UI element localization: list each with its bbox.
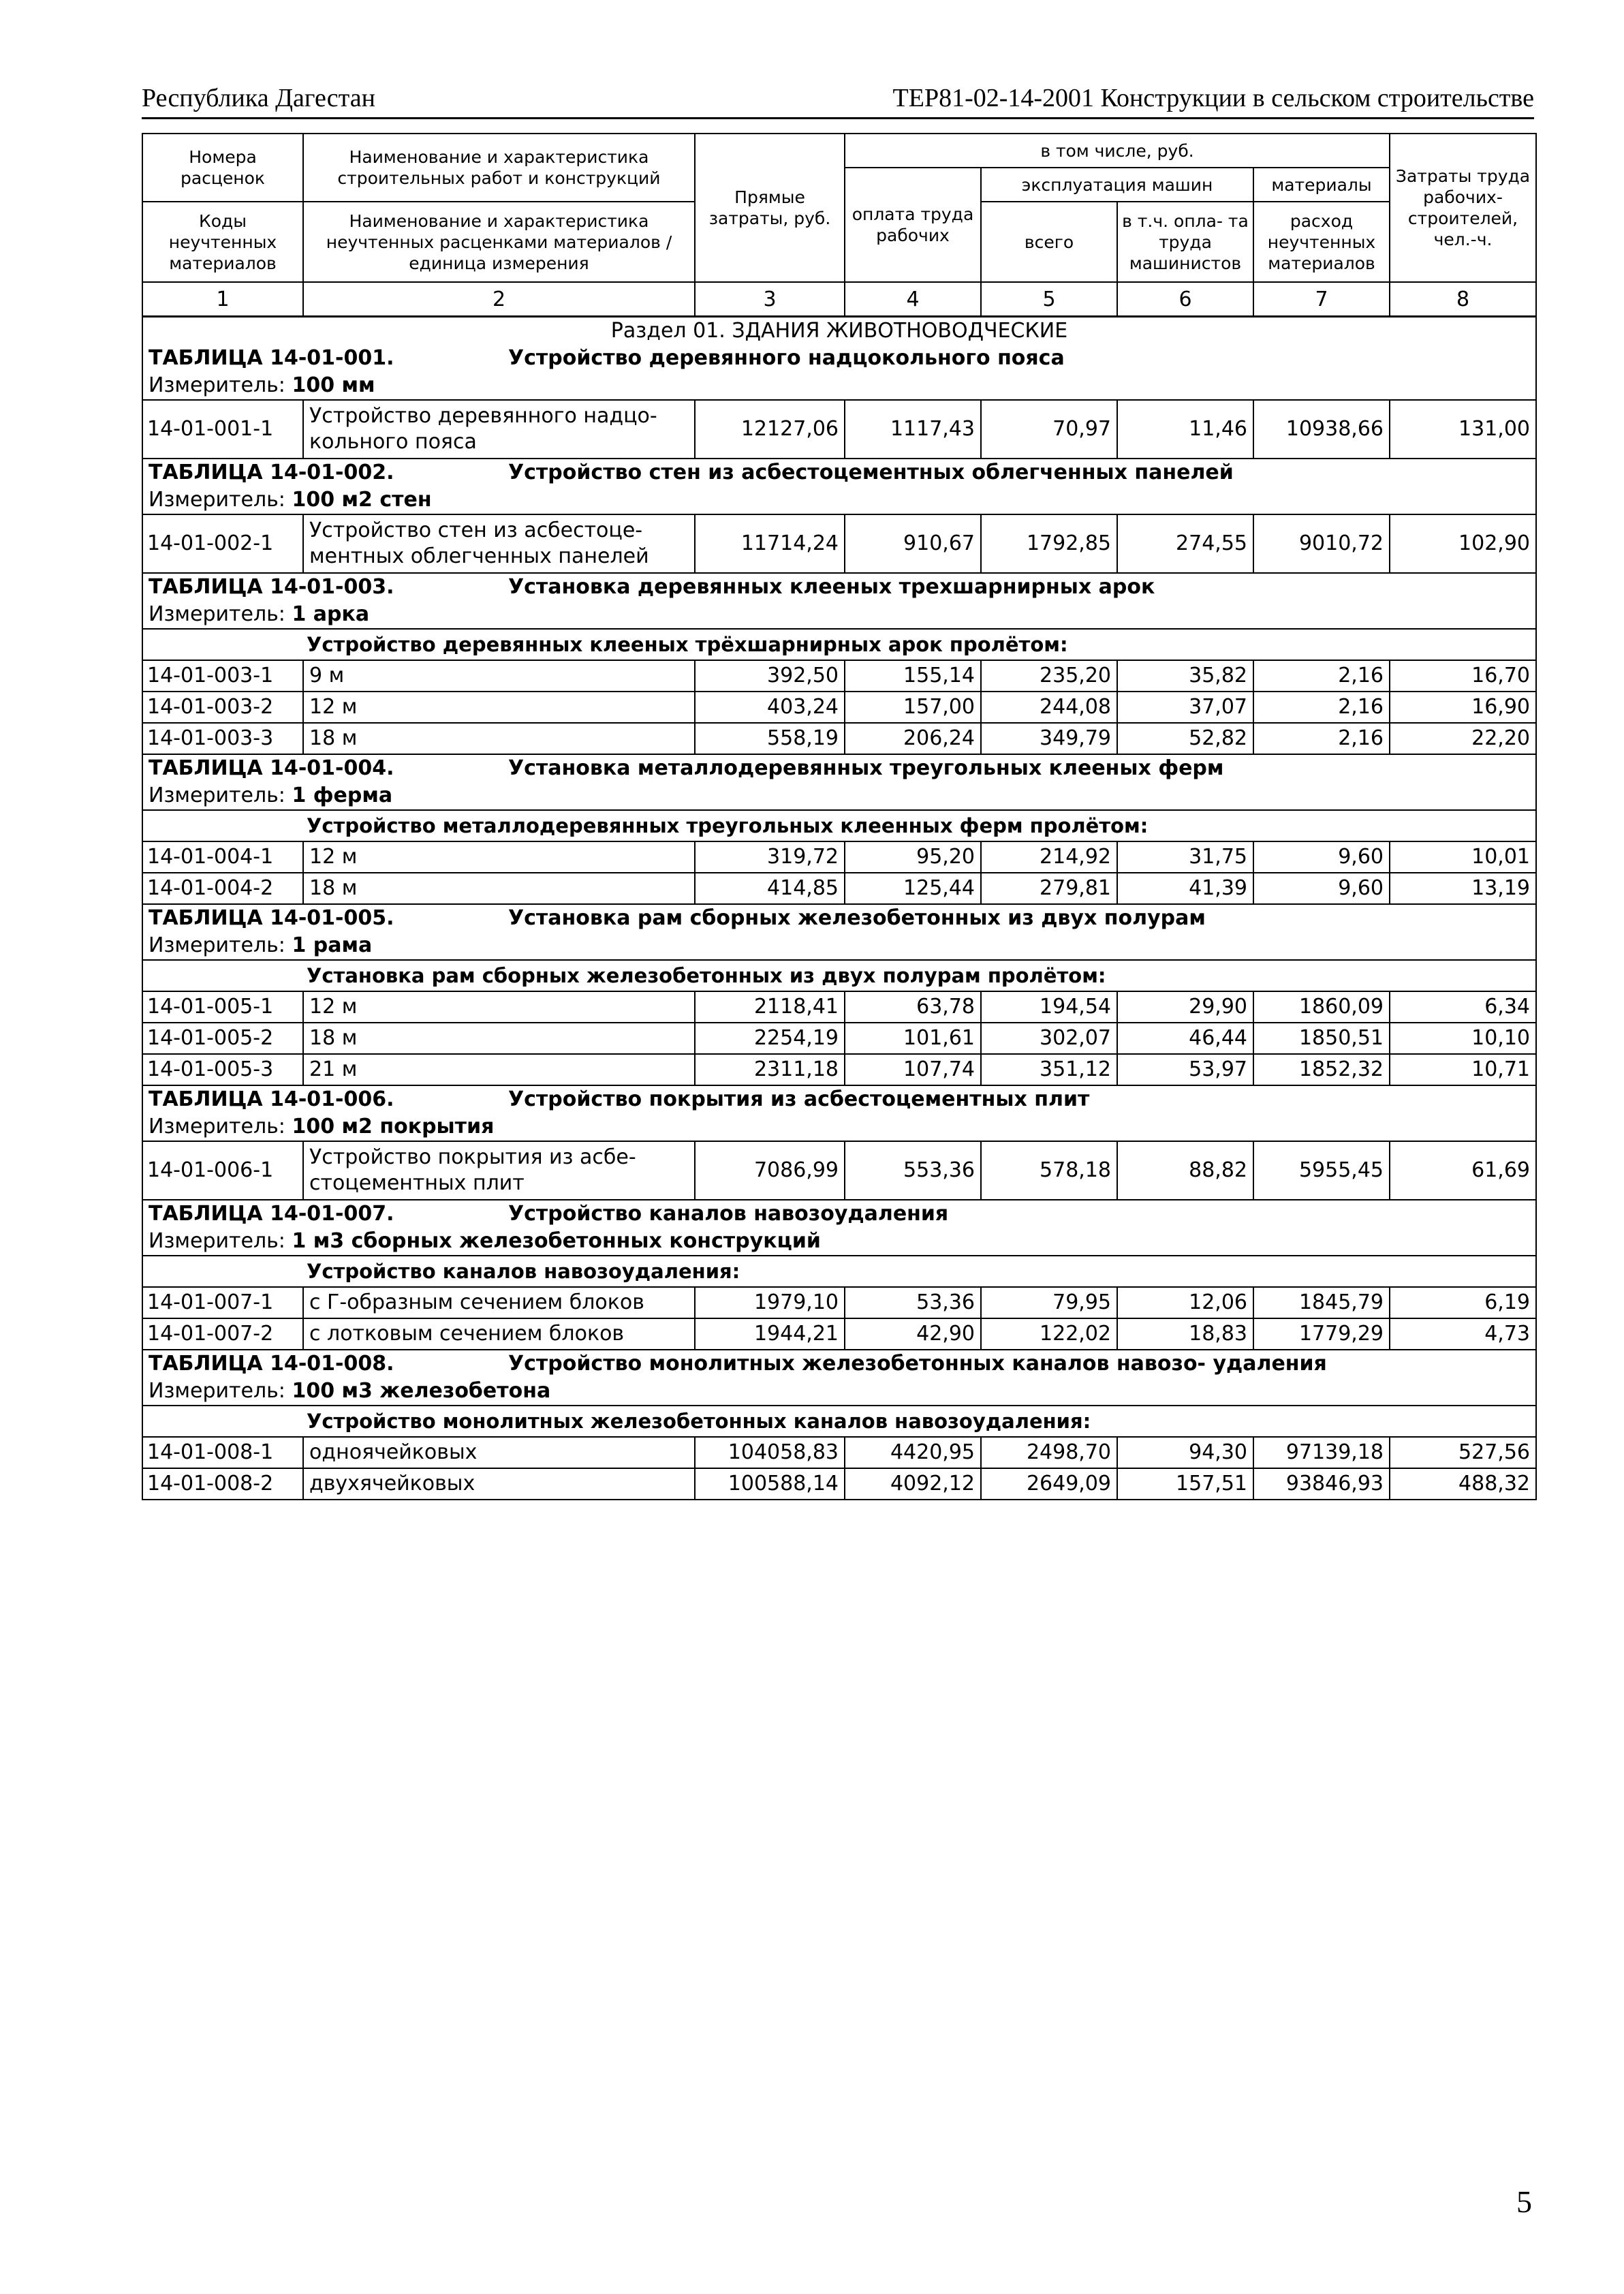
col-materials-usage-header: расход неучтенных материалов [1253, 202, 1390, 282]
running-header [142, 74, 1534, 119]
group-row [142, 960, 1536, 991]
machines-cell: 279,81 [981, 873, 1117, 904]
rate-code-cell: 14-01-003-1 [142, 660, 303, 692]
column-numbers-row [142, 282, 1536, 317]
machines-cell: 2498,70 [981, 1437, 1117, 1468]
column-number: 3 [695, 282, 845, 317]
rate-code-cell: 14-01-001-1 [142, 400, 303, 459]
work-name-cell: 18 м [303, 723, 695, 754]
wages-cell: 4420,95 [845, 1437, 981, 1468]
table-description: Установка рам сборных железобетонных из двух полурам [508, 906, 1206, 930]
group-label: Устройство каналов навозоудаления: [142, 1256, 1536, 1287]
table-title-row [142, 1350, 1536, 1378]
machines-cell: 122,02 [981, 1318, 1117, 1350]
column-number: 5 [981, 282, 1117, 317]
work-name-cell: 21 м [303, 1054, 695, 1085]
direct-costs-cell: 319,72 [695, 841, 845, 873]
labor-cell: 13,19 [1390, 873, 1536, 904]
rate-code-cell: 14-01-007-2 [142, 1318, 303, 1350]
machines-cell: 2649,09 [981, 1468, 1117, 1500]
col-direct-costs-header: Прямые затраты, руб. [695, 134, 845, 282]
direct-costs-cell: 12127,06 [695, 400, 845, 459]
group-label: Установка рам сборных железобетонных из двух полурам пролётом: [142, 960, 1536, 991]
work-name-cell: 18 м [303, 1023, 695, 1054]
table-code: ТАБЛИЦА 14-01-004. [149, 756, 394, 780]
materials-cell: 93846,93 [1253, 1468, 1390, 1500]
table-title [142, 459, 1536, 486]
column-number: 2 [303, 282, 695, 317]
rate-code-cell: 14-01-005-3 [142, 1054, 303, 1085]
machines-cell: 1792,85 [981, 514, 1117, 573]
page-number: 5 [1516, 2184, 1532, 2219]
measure-row [142, 932, 1536, 960]
work-name-cell: Устройство деревянного надцо- кольного пояса [303, 400, 695, 459]
measure-label: Измеритель: [149, 933, 285, 957]
group-row [142, 1406, 1536, 1437]
group-label: Устройство монолитных железобетонных каналов навозоудаления: [142, 1406, 1536, 1437]
machines-cell: 79,95 [981, 1287, 1117, 1318]
machines-cell: 70,97 [981, 400, 1117, 459]
work-name-cell: Устройство стен из асбестоце- ментных облегченных панелей [303, 514, 695, 573]
table-code: ТАБЛИЦА 14-01-001. [149, 346, 394, 370]
table-description: Установка металлодеревянных треугольных клееных ферм [508, 756, 1224, 780]
measure-row [142, 372, 1536, 400]
table-description: Устройство стен из асбестоцементных облегченных панелей [508, 461, 1234, 484]
col-work-name-header: Наименование и характеристика строительных работ и конструкций [303, 134, 695, 202]
table-row [142, 692, 1536, 723]
direct-costs-cell: 104058,83 [695, 1437, 845, 1468]
direct-costs-cell: 11714,24 [695, 514, 845, 573]
work-name-cell: с лотковым сечением блоков [303, 1318, 695, 1350]
rate-code-cell: 14-01-007-1 [142, 1287, 303, 1318]
work-name-cell: одноячейковых [303, 1437, 695, 1468]
wages-cell: 157,00 [845, 692, 981, 723]
wages-cell: 95,20 [845, 841, 981, 873]
measure-value: 100 м3 железобетона [292, 1379, 551, 1403]
labor-cell: 10,71 [1390, 1054, 1536, 1085]
measure [142, 601, 1536, 629]
measure [142, 1113, 1536, 1141]
table-description: Установка деревянных клееных трехшарнирных арок [508, 575, 1155, 599]
measure-row [142, 601, 1536, 629]
table-row [142, 1141, 1536, 1200]
operators-wages-cell: 274,55 [1117, 514, 1253, 573]
rate-code-cell: 14-01-005-1 [142, 991, 303, 1023]
measure-label: Измеритель: [149, 1229, 285, 1253]
machines-cell: 214,92 [981, 841, 1117, 873]
machines-cell: 302,07 [981, 1023, 1117, 1054]
measure-label: Измеритель: [149, 784, 285, 807]
measure-row [142, 782, 1536, 810]
materials-cell: 9010,72 [1253, 514, 1390, 573]
table-row [142, 873, 1536, 904]
materials-cell: 97139,18 [1253, 1437, 1390, 1468]
machines-header: эксплуатация машин [981, 168, 1253, 202]
materials-cell: 10938,66 [1253, 400, 1390, 459]
measure-value: 100 м2 стен [292, 488, 432, 512]
measure [142, 932, 1536, 960]
table-title-row [142, 1200, 1536, 1228]
table-description: Устройство деревянного надцокольного пояса [508, 346, 1065, 370]
table-code: ТАБЛИЦА 14-01-006. [149, 1087, 394, 1111]
measure-label: Измеритель: [149, 488, 285, 512]
labor-cell: 22,20 [1390, 723, 1536, 754]
table-row [142, 1437, 1536, 1468]
measure-value: 100 мм [292, 373, 375, 397]
measure [142, 1378, 1536, 1406]
direct-costs-cell: 100588,14 [695, 1468, 845, 1500]
direct-costs-cell: 558,19 [695, 723, 845, 754]
direct-costs-cell: 2118,41 [695, 991, 845, 1023]
wages-cell: 155,14 [845, 660, 981, 692]
machines-cell: 194,54 [981, 991, 1117, 1023]
header-region: Республика Дагестан [142, 84, 375, 112]
table-body [142, 317, 1536, 1500]
wages-cell: 63,78 [845, 991, 981, 1023]
table-title [142, 573, 1536, 601]
work-name-cell: 12 м [303, 991, 695, 1023]
operators-wages-cell: 94,30 [1117, 1437, 1253, 1468]
table-title-row [142, 1085, 1536, 1113]
table-title-row [142, 904, 1536, 932]
measure-label: Измеритель: [149, 1115, 285, 1138]
machines-cell: 578,18 [981, 1141, 1117, 1200]
table-title [142, 1200, 1536, 1228]
measure-row [142, 486, 1536, 514]
measure [142, 782, 1536, 810]
rate-code-cell: 14-01-005-2 [142, 1023, 303, 1054]
measure-value: 1 арка [292, 602, 370, 626]
table-code: ТАБЛИЦА 14-01-003. [149, 575, 394, 599]
labor-cell: 16,90 [1390, 692, 1536, 723]
measure-value: 1 ферма [292, 784, 393, 807]
column-number: 6 [1117, 282, 1253, 317]
table-row [142, 841, 1536, 873]
operators-wages-cell: 41,39 [1117, 873, 1253, 904]
measure-row [142, 1378, 1536, 1406]
wages-cell: 1117,43 [845, 400, 981, 459]
direct-costs-cell: 2311,18 [695, 1054, 845, 1085]
rate-code-cell: 14-01-004-2 [142, 873, 303, 904]
table-code: ТАБЛИЦА 14-01-008. [149, 1352, 394, 1376]
work-name-cell: двухячейковых [303, 1468, 695, 1500]
measure-row [142, 1228, 1536, 1256]
direct-costs-cell: 414,85 [695, 873, 845, 904]
materials-cell: 1852,32 [1253, 1054, 1390, 1085]
table-title-row [142, 345, 1536, 372]
header-document-title: ТЕР81-02-14-2001 Конструкции в сельском строительстве [892, 84, 1534, 112]
measure [142, 372, 1536, 400]
column-number: 1 [142, 282, 303, 317]
table-row [142, 1287, 1536, 1318]
machines-cell: 235,20 [981, 660, 1117, 692]
col-material-codes-header: Коды неучтенных материалов [142, 202, 303, 282]
rate-code-cell: 14-01-002-1 [142, 514, 303, 573]
wages-cell: 125,44 [845, 873, 981, 904]
wages-cell: 107,74 [845, 1054, 981, 1085]
group-label: Устройство деревянных клееных трёхшарнирных арок пролётом: [142, 629, 1536, 660]
table-row [142, 723, 1536, 754]
measure [142, 1228, 1536, 1256]
direct-costs-cell: 1979,10 [695, 1287, 845, 1318]
col-material-name-header: Наименование и характеристика неучтенных расценками материалов / единица измерения [303, 202, 695, 282]
table-description: Устройство каналов навозоудаления [508, 1202, 949, 1226]
rate-code-cell: 14-01-008-2 [142, 1468, 303, 1500]
labor-cell: 488,32 [1390, 1468, 1536, 1500]
work-name-cell: 12 м [303, 841, 695, 873]
table-row [142, 1023, 1536, 1054]
column-number: 8 [1390, 282, 1536, 317]
group-row [142, 810, 1536, 841]
section-title: Раздел 01. ЗДАНИЯ ЖИВОТНОВОДЧЕСКИЕ [142, 317, 1536, 345]
work-name-cell: 9 м [303, 660, 695, 692]
operators-wages-cell: 88,82 [1117, 1141, 1253, 1200]
rates-table [142, 133, 1537, 1500]
table-title-row [142, 754, 1536, 782]
labor-cell: 527,56 [1390, 1437, 1536, 1468]
rate-code-cell: 14-01-008-1 [142, 1437, 303, 1468]
table-title [142, 1085, 1536, 1113]
table-title [142, 904, 1536, 932]
measure-label: Измеритель: [149, 373, 285, 397]
table-row [142, 660, 1536, 692]
operators-wages-cell: 18,83 [1117, 1318, 1253, 1350]
group-row [142, 629, 1536, 660]
rate-code-cell: 14-01-004-1 [142, 841, 303, 873]
wages-cell: 206,24 [845, 723, 981, 754]
operators-wages-cell: 53,97 [1117, 1054, 1253, 1085]
table-row [142, 991, 1536, 1023]
table-title [142, 754, 1536, 782]
operators-wages-cell: 37,07 [1117, 692, 1253, 723]
operators-wages-cell: 157,51 [1117, 1468, 1253, 1500]
labor-cell: 16,70 [1390, 660, 1536, 692]
column-number: 7 [1253, 282, 1390, 317]
rate-code-cell: 14-01-006-1 [142, 1141, 303, 1200]
direct-costs-cell: 392,50 [695, 660, 845, 692]
table-code: ТАБЛИЦА 14-01-002. [149, 461, 394, 484]
materials-cell: 1845,79 [1253, 1287, 1390, 1318]
rate-code-cell: 14-01-003-2 [142, 692, 303, 723]
table-row [142, 1468, 1536, 1500]
work-name-cell: с Г-образным сечением блоков [303, 1287, 695, 1318]
labor-cell: 10,01 [1390, 841, 1536, 873]
including-header: в том числе, руб. [845, 134, 1390, 168]
materials-cell: 2,16 [1253, 692, 1390, 723]
measure-row [142, 1113, 1536, 1141]
materials-cell: 1779,29 [1253, 1318, 1390, 1350]
operators-wages-cell: 52,82 [1117, 723, 1253, 754]
labor-cell: 131,00 [1390, 400, 1536, 459]
measure-label: Измеритель: [149, 602, 285, 626]
col-operators-wages-header: в т.ч. опла- та труда машинистов [1117, 202, 1253, 282]
operators-wages-cell: 11,46 [1117, 400, 1253, 459]
work-name-cell: 18 м [303, 873, 695, 904]
column-number: 4 [845, 282, 981, 317]
labor-cell: 6,34 [1390, 991, 1536, 1023]
rate-code-cell: 14-01-003-3 [142, 723, 303, 754]
wages-cell: 910,67 [845, 514, 981, 573]
direct-costs-cell: 7086,99 [695, 1141, 845, 1200]
work-name-cell: Устройство покрытия из асбе- стоцементных плит [303, 1141, 695, 1200]
materials-header: материалы [1253, 168, 1390, 202]
group-label: Устройство металлодеревянных треугольных клеенных ферм пролётом: [142, 810, 1536, 841]
wages-cell: 53,36 [845, 1287, 981, 1318]
table-code: ТАБЛИЦА 14-01-007. [149, 1202, 394, 1226]
materials-cell: 2,16 [1253, 723, 1390, 754]
col-wages-header: оплата труда рабочих [845, 168, 981, 282]
table-row [142, 400, 1536, 459]
measure-value: 1 м3 сборных железобетонных конструкций [292, 1229, 821, 1253]
table-row [142, 1318, 1536, 1350]
table-description: Устройство монолитных железобетонных каналов навозо- удаления [508, 1352, 1327, 1376]
materials-cell: 9,60 [1253, 841, 1390, 873]
labor-cell: 6,19 [1390, 1287, 1536, 1318]
materials-cell: 5955,45 [1253, 1141, 1390, 1200]
table-title-row [142, 459, 1536, 486]
labor-cell: 102,90 [1390, 514, 1536, 573]
table-code: ТАБЛИЦА 14-01-005. [149, 906, 394, 930]
measure-value: 100 м2 покрытия [292, 1115, 495, 1138]
labor-cell: 10,10 [1390, 1023, 1536, 1054]
operators-wages-cell: 29,90 [1117, 991, 1253, 1023]
operators-wages-cell: 31,75 [1117, 841, 1253, 873]
materials-cell: 2,16 [1253, 660, 1390, 692]
group-row [142, 1256, 1536, 1287]
measure-value: 1 рама [292, 933, 373, 957]
materials-cell: 9,60 [1253, 873, 1390, 904]
wages-cell: 101,61 [845, 1023, 981, 1054]
table-row [142, 1054, 1536, 1085]
measure [142, 486, 1536, 514]
wages-cell: 4092,12 [845, 1468, 981, 1500]
labor-cell: 4,73 [1390, 1318, 1536, 1350]
machines-cell: 244,08 [981, 692, 1117, 723]
direct-costs-cell: 2254,19 [695, 1023, 845, 1054]
wages-cell: 553,36 [845, 1141, 981, 1200]
measure-label: Измеритель: [149, 1379, 285, 1403]
table-title [142, 345, 1536, 372]
table-title [142, 1350, 1536, 1378]
col-rate-number-header: Номера расценок [142, 134, 303, 202]
labor-cell: 61,69 [1390, 1141, 1536, 1200]
operators-wages-cell: 46,44 [1117, 1023, 1253, 1054]
operators-wages-cell: 12,06 [1117, 1287, 1253, 1318]
work-name-cell: 12 м [303, 692, 695, 723]
materials-cell: 1860,09 [1253, 991, 1390, 1023]
table-description: Устройство покрытия из асбестоцементных плит [508, 1087, 1090, 1111]
machines-cell: 349,79 [981, 723, 1117, 754]
table-title-row [142, 573, 1536, 601]
col-machines-total-header: всего [981, 202, 1117, 282]
direct-costs-cell: 403,24 [695, 692, 845, 723]
col-labor-header: Затраты труда рабочих- строителей, чел.-ч. [1390, 134, 1536, 282]
operators-wages-cell: 35,82 [1117, 660, 1253, 692]
table-row [142, 514, 1536, 573]
direct-costs-cell: 1944,21 [695, 1318, 845, 1350]
table-header [142, 134, 1536, 317]
machines-cell: 351,12 [981, 1054, 1117, 1085]
wages-cell: 42,90 [845, 1318, 981, 1350]
materials-cell: 1850,51 [1253, 1023, 1390, 1054]
